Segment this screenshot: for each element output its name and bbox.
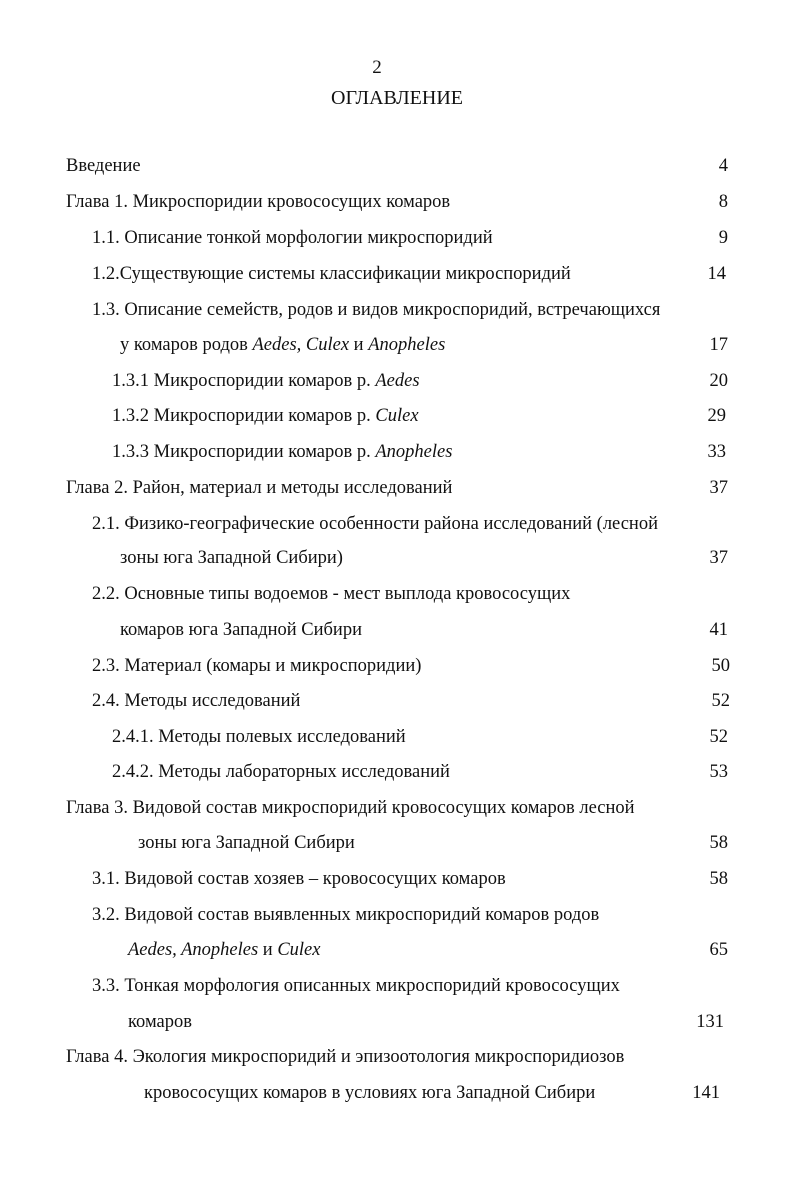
toc-entry-1-2: 1.2.Существующие системы классификации микроспоридий [92,264,571,284]
toc-entry-ch4-line1: Глава 4. Экология микроспоридий и эпизоотология микроспоридиозов [66,1047,625,1067]
toc-page-1-1: 9 [718,228,728,248]
toc-entry-1-3-line1: 1.3. Описание семейств, родов и видов микроспоридий, встречающихся [92,300,661,320]
toc-page-2-4-2: 53 [709,762,728,782]
toc-1-3-2-genus: Culex [375,406,419,426]
toc-page-2-2: 41 [709,620,728,640]
toc-1-3-3-genus: Anopheles [375,442,453,462]
toc-entry-ch1: Глава 1. Микроспоридии кровососущих комаров [66,192,451,212]
toc-page-2-1: 37 [709,548,728,568]
toc-entry-1-3-3 [112,440,452,464]
toc-1-3-prefix: у комаров родов [120,335,253,355]
toc-entry-1-3-1 [112,369,420,393]
toc-entry-1-3-line2 [120,333,445,357]
toc-page-3-2: 65 [709,940,728,960]
toc-page-1-3-3: 33 [707,442,726,462]
toc-entry-2-3: 2.3. Материал (комары и микроспоридии) [92,656,422,676]
toc-entry-2-4-2: 2.4.2. Методы лабораторных исследований [112,762,450,782]
toc-page-1-3-2: 29 [707,406,726,426]
toc-1-3-mid: и [349,335,369,355]
toc-page-3-3: 131 [696,1012,724,1032]
toc-page-2-4-1: 52 [709,727,728,747]
toc-entry-3-1: 3.1. Видовой состав хозяев – кровососущих комаров [92,869,506,889]
toc-entry-2-4: 2.4. Методы исследований [92,691,301,711]
toc-page-ch3: 58 [709,833,728,853]
toc-page-3-1: 58 [709,869,728,889]
toc-page-1-3: 17 [709,335,728,355]
toc-entry-3-3-line2: комаров [128,1012,192,1032]
toc-3-2-genus-2: Culex [277,940,321,960]
toc-1-3-2-label: 1.3.2 Микроспоридии комаров р. [112,406,376,426]
toc-3-2-genus-1: Aedes, Anopheles [128,940,259,960]
toc-entry-1-3-2 [112,404,419,428]
toc-entry-2-4-1: 2.4.1. Методы полевых исследований [112,727,406,747]
toc-page-2-3: 50 [711,656,730,676]
toc-1-3-3-label: 1.3.3 Микроспоридии комаров р. [112,442,376,462]
toc-page-2-4: 52 [711,691,730,711]
toc-1-3-genus-2: Anopheles [368,335,446,355]
toc-entry-2-2-line1: 2.2. Основные типы водоемов - мест выплода кровососущих [92,584,571,604]
toc-page-1-2: 14 [707,264,726,284]
toc-page-ch4: 141 [692,1083,720,1103]
page-title: ОГЛАВЛЕНИЕ [331,87,463,109]
toc-entry-ch3-line2: зоны юга Западной Сибири [138,833,355,853]
toc-entry-ch2: Глава 2. Район, материал и методы исследований [66,478,453,498]
toc-3-2-mid: и [258,940,278,960]
toc-1-3-1-label: 1.3.1 Микроспоридии комаров р. [112,371,376,391]
toc-entry-intro: Введение [66,156,141,176]
toc-entry-ch3-line1: Глава 3. Видовой состав микроспоридий кровососущих комаров лесной [66,798,635,818]
toc-entry-2-1-line2: зоны юга Западной Сибири) [120,548,343,568]
toc-entry-2-1-line1: 2.1. Физико-географические особенности района исследований (лесной [92,514,658,534]
toc-page-ch2: 37 [709,478,728,498]
toc-entry-3-2-line1: 3.2. Видовой состав выявленных микроспоридий комаров родов [92,905,600,925]
page-number: 2 [372,57,382,78]
toc-1-3-1-genus: Aedes [375,371,420,391]
toc-entry-3-3-line1: 3.3. Тонкая морфология описанных микроспоридий кровососущих [92,976,620,996]
toc-1-3-genus-1: Aedes, Culex [252,335,350,355]
toc-entry-ch4-line2: кровососущих комаров в условиях юга Западной Сибири [144,1083,596,1103]
toc-page-intro: 4 [718,156,728,176]
toc-entry-3-2-line2 [128,938,320,962]
toc-page-1-3-1: 20 [709,371,728,391]
toc-entry-2-2-line2: комаров юга Западной Сибири [120,620,362,640]
toc-entry-1-1: 1.1. Описание тонкой морфологии микроспоридий [92,228,493,248]
toc-page-ch1: 8 [718,192,728,212]
